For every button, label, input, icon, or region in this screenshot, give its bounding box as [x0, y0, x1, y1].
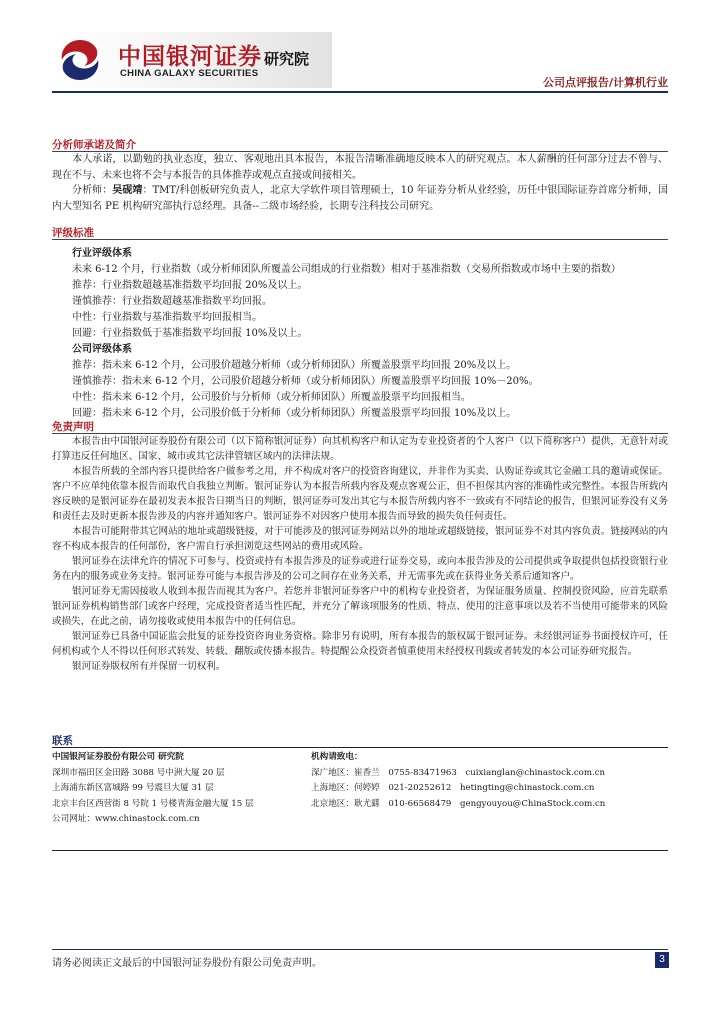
industry-rating-line: 回避：行业指数低于基准指数平均回报 10%及以上。: [72, 328, 308, 339]
disclaimer-text: 本报告可能附带其它网站的地址或超级链接，对于可能涉及的银河证券网站以外的地址或超级链接，银河证券不对其内容负责。链接网站的内容不构成本报告的任何部份，客户需自行承担浏览这些网站的费用或风险。: [52, 526, 668, 552]
company-rating-heading: 公司评级体系: [72, 344, 132, 355]
brand-name-cn: 中国银河证券: [118, 44, 262, 70]
company-rating-line: 中性：指未来 6-12 个月，公司股价与分析师（或分析师团队）所覆盖股票平均回报相当。: [72, 392, 471, 403]
disclaimer-body: [52, 434, 668, 674]
company-name: 中国银河证券股份有限公司 研究院: [52, 752, 184, 762]
company-rating-line: 推荐：指未来 6-12 个月，公司股价超越分析师（或分析师团队）所覆盖股票平均回报 20%及以上。: [72, 360, 517, 371]
galaxy-swirl-logo-icon: [56, 36, 104, 84]
analyst-bio: ：TMT/科创板研究负责人，北京大学软件项目管理硕士，10 年证券分析从业经验，历任中银国际证券首席分析师，国内大型知名 PE 机构研究部执行总经理。具备--二级市场经验，长期专注科技公司研究。: [52, 185, 669, 212]
company-rating-line: 回避：指未来 6-12 个月，公司股价低于分析师（或分析师团队）所覆盖股票平均回报 10%及以上。: [72, 408, 517, 419]
analyst-commitment: [52, 152, 668, 183]
analyst-prefix: 分析师：: [72, 185, 113, 196]
analyst-commitment-text: 本人承诺，以勤勉的执业态度，独立、客观地出具本报告，本报告清晰准确地反映本人的研究观点。本人薪酬的任何部分过去不曾与、现在不与、未来也将不会与本报告的具体推荐或观点直接或间接相关。: [52, 154, 668, 181]
disclaimer-paragraph: [52, 434, 668, 464]
sales-contact-line[interactable]: 北京地区：耿尤繇 010-66568479 gengyouyou@ChinaStock.com.cn: [311, 798, 606, 809]
address-line: 北京丰台区西营街 8 号院 1 号楼青海金融大厦 15 层: [52, 798, 254, 809]
address-line: 深圳市福田区金田路 3088 号中洲大厦 20 层: [52, 767, 225, 778]
sales-contact-block: [311, 750, 605, 812]
industry-rating-heading: 行业评级体系: [72, 248, 132, 259]
sales-contact-line[interactable]: 上海地区：何婷婷 021-20252612 hetingting@chinastock.com.cn: [311, 783, 595, 793]
sales-heading: 机构请致电：: [311, 752, 363, 762]
contact-bottom-divider: [52, 850, 668, 851]
footer-notice: 请务必阅读正文最后的中国银河证券股份有限公司免责声明。: [52, 958, 322, 969]
disclaimer-paragraph: [52, 464, 668, 524]
footer-divider: [52, 949, 668, 950]
disclaimer-text: 银河证券版权所有并保留一切权利。: [72, 661, 226, 672]
report-type: 公司点评报告/计算机行业: [542, 76, 668, 89]
address-line: 上海浦东新区富城路 99 号震旦大厦 31 层: [52, 783, 214, 793]
disclaimer-text: 本报告由中国银河证券股份有限公司（以下简称银河证券）向其机构客户和认定为专业投资者的个人客户（以下简称客户）提供，无意针对或打算违反任何地区、国家、城市或其它法律管辖区域内的法律法规。: [52, 436, 668, 462]
header-divider: [52, 91, 668, 93]
disclaimer-text: 银河证券已具备中国证监会批复的证券投资咨询业务资格。除非另有说明，所有本报告的版权属于银河证券。未经银河证券书面授权许可，任何机构或个人不得以任何形式转发、转载、翻版或传播本报告。特提醒公众投资者慎重使用未经授权刊载或者转发的本公司证券研究报告。: [52, 631, 668, 657]
disclaimer-paragraph: [52, 554, 668, 584]
disclaimer-text: 银河证券在法律允许的情况下可参与、投资或持有本报告涉及的证券或进行证券交易，或向本报告涉及的公司提供或争取提供包括投资银行业务在内的服务或业务支持。银河证券可能与本报告涉及的公司之间存在业务关系，并无需事先或在获得业务关系后通知客户。: [52, 556, 668, 582]
brand-logo: [52, 32, 332, 88]
disclaimer-section-title: 免责声明: [52, 421, 94, 433]
disclaimer-paragraph: [52, 659, 668, 674]
disclaimer-paragraph: [52, 584, 668, 629]
industry-rating-line: 未来 6-12 个月，行业指数（或分析师团队所覆盖公司组成的行业指数）相对于基准指数（交易所指数或市场中主要的指数）: [72, 264, 621, 275]
contact-section-divider: [52, 747, 668, 748]
page-header: [0, 0, 724, 100]
disclaimer-paragraph: [52, 524, 668, 554]
company-address-block: [52, 750, 254, 828]
disclaimer-text: 银河证券无需因接收人收到本报告而视其为客户。若您并非银河证券客户中的机构专业投资者，为保证服务质量、控制投资风险，应首先联系银河证券机构销售部门或客户经理，完成投资者适当性匹配，并充分了解该项服务的性质、特点、使用的注意事项以及若不当使用可能带来的风险或损失，在此之前，请勿接收或使用本报告中的任何信息。: [52, 586, 668, 627]
analyst-profile: [52, 183, 668, 214]
industry-rating-line: 中性：行业指数与基准指数平均回报相当。: [72, 312, 262, 323]
analyst-name: 吴砚靖: [112, 185, 143, 196]
page-number: 3: [655, 952, 669, 968]
brand-name-en: CHINA GALAXY SECURITIES: [120, 68, 259, 79]
company-rating-line: 谨慎推荐：指未来 6-12 个月，公司股价超越分析师（或分析师团队）所覆盖股票平均回报 10%－20%。: [72, 376, 539, 387]
disclaimer-paragraph: [52, 629, 668, 659]
rating-section-title: 评级标准: [52, 227, 94, 239]
analyst-section-title: 分析师承诺及简介: [52, 139, 136, 151]
rating-section-divider: [52, 239, 668, 240]
industry-rating-line: 谨慎推荐：行业指数超越基准指数平均回报。: [72, 296, 272, 307]
sales-contact-line[interactable]: 深广地区：崔香兰 0755-83471963 cuixianglan@chinastock.com.cn: [311, 767, 606, 778]
disclaimer-text: 本报告所载的全部内容只提供给客户做参考之用，并不构成对客户的投资咨询建议，并非作为买卖、认购证券或其它金融工具的邀请或保证。客户不应单纯依靠本报告而取代自我独立判断。银河证券认为本报告所载内容及观点客观公正，但不担保其内容的准确性或完整性。本报告所载内容反映的是银河证券在最初发表本报告日期当日的判断，银河证券可发出其它与本报告所载内容不一致或有不同结论的报告，但银河证券没有义务和责任去及时更新本报告涉及的内容并通知客户。银河证券不对因客户使用本报告而导致的损失负任何责任。: [52, 466, 668, 522]
website-line[interactable]: 公司网址：www.chinastock.com.cn: [52, 814, 200, 824]
industry-rating-line: 推荐：行业指数超越基准指数平均回报 20%及以上。: [72, 280, 308, 291]
contact-section-title: 联系: [52, 735, 73, 747]
institute-label: 研究院: [264, 50, 310, 68]
